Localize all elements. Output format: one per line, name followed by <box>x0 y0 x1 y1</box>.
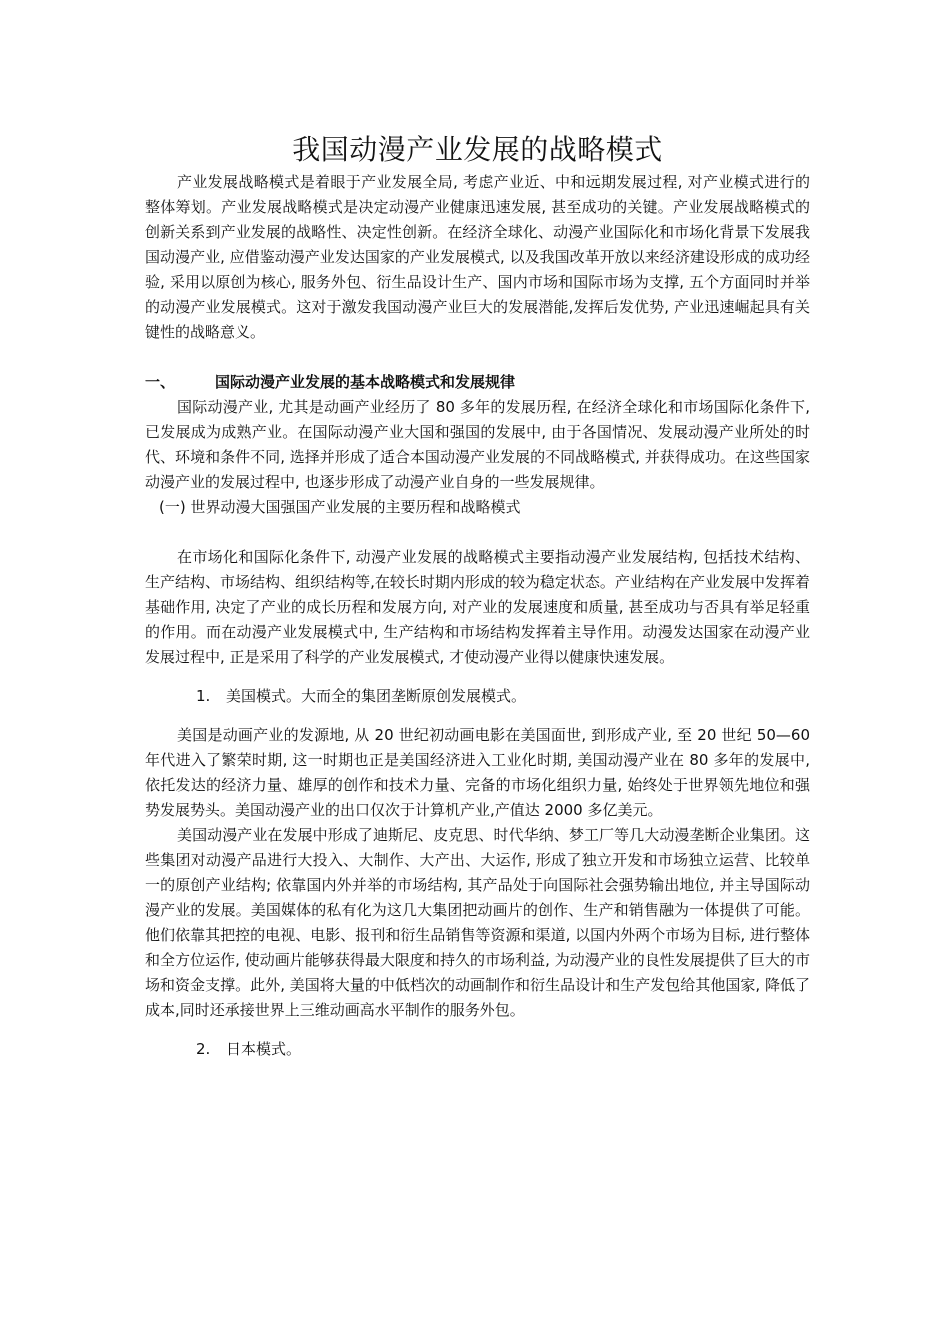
list-text: 美国模式。大而全的集团垄断原创发展模式。 <box>226 687 527 705</box>
subsection-heading: (一) 世界动漫大国强国产业发展的主要历程和战略模式 <box>159 498 521 516</box>
us-paragraph-1: 美国是动画产业的发源地, 从 20 世纪初动画电影在美国面世, 到形成产业, 至 20 世纪 50—60 年代进入了繁荣时期, 这一时期也正是美国经济进入工业化时期, 美国动漫产业在 80 多年的发展中, 依托发达的经济力量、雄厚的创作和技术力量、完备的市场化组织力量, 始终处于世界领先地位和强势发展势头。美国动漫产业的出口仅次于计算机产业,产值达 2000 多亿美元。 <box>145 726 810 819</box>
list-number: 1. <box>196 687 211 705</box>
spacer <box>145 709 810 723</box>
document-title: 我国动漫产业发展的战略模式 <box>292 133 663 166</box>
list-item-us-model <box>145 684 810 709</box>
spacer <box>145 1023 810 1037</box>
spacer <box>145 520 810 545</box>
section-title: 国际动漫产业发展的基本战略模式和发展规律 <box>215 373 516 391</box>
section-number: 一、 <box>145 373 176 391</box>
list-number: 2. <box>196 1040 211 1058</box>
intro-paragraph: 产业发展战略模式是着眼于产业发展全局, 考虑产业近、中和远期发展过程, 对产业模式进行的整体筹划。产业发展战略模式是决定动漫产业健康迅速发展, 甚至成功的关键。产业发展战略模式的创新关系到产业发展的战略性、决定性创新。在经济全球化、动漫产业国际化和市场化背景下发展我国动漫产业, 应借鉴动漫产业发达国家的产业发展模式, 以及我国改革开放以来经济建设形成的成功经验, 采用以原创为核心, 服务外包、衍生品设计生产、国内市场和国际市场为支撑, 五个方面同时并举的动漫产业发展模式。这对于激发我国动漫产业巨大的发展潜能,发挥后发优势, 产业迅速崛起具有关键性的战略意义。 <box>145 173 810 341</box>
section-heading <box>145 370 810 395</box>
list-item-japan-model <box>145 1037 810 1062</box>
section-paragraph: 国际动漫产业, 尤其是动画产业经历了 80 多年的发展历程, 在经济全球化和市场国际化条件下,已发展成为成熟产业。在国际动漫产业大国和强国的发展中, 由于各国情况、发展动漫产业所处的时代、环境和条件不同, 选择并形成了适合本国动漫产业发展的不同战略模式, 并获得成功。在这些国家动漫产业的发展过程中, 也逐步形成了动漫产业自身的一些发展规律。 <box>145 398 810 491</box>
document-body <box>145 130 810 1062</box>
subsection-paragraph: 在市场化和国际化条件下, 动漫产业发展的战略模式主要指动漫产业发展结构, 包括技术结构、生产结构、市场结构、组织结构等,在较长时期内形成的较为稳定状态。产业结构在产业发展中发挥着基础作用, 决定了产业的成长历程和发展方向, 对产业的发展速度和质量, 甚至成功与否具有举足轻重的作用。而在动漫产业发展模式中, 生产结构和市场结构发挥着主导作用。动漫发达国家在动漫产业发展过程中, 正是采用了科学的产业发展模式, 才使动漫产业得以健康快速发展。 <box>145 548 810 666</box>
spacer <box>145 670 810 684</box>
list-text: 日本模式。 <box>226 1040 302 1058</box>
us-paragraph-2: 美国动漫产业在发展中形成了迪斯尼、皮克思、时代华纳、梦工厂等几大动漫垄断企业集团。这些集团对动漫产品进行大投入、大制作、大产出、大运作, 形成了独立开发和市场独立运营、比较单一的原创产业结构; 依靠国内外并举的市场结构, 其产品处于向国际社会强势输出地位, 并主导国际动漫产业的发展。美国媒体的私有化为这几大集团把动画片的创作、生产和销售融为一体提供了可能。他们依靠其把控的电视、电影、报刊和衍生品销售等资源和渠道, 以国内外两个市场为目标, 进行整体和全方位运作, 使动画片能够获得最大限度和持久的市场利益, 为动漫产业的良性发展提供了巨大的市场和资金支撑。此外, 美国将大量的中低档次的动画制作和衍生品设计和生产发包给其他国家, 降低了成本,同时还承接世界上三维动画高水平制作的服务外包。 <box>145 826 810 1019</box>
